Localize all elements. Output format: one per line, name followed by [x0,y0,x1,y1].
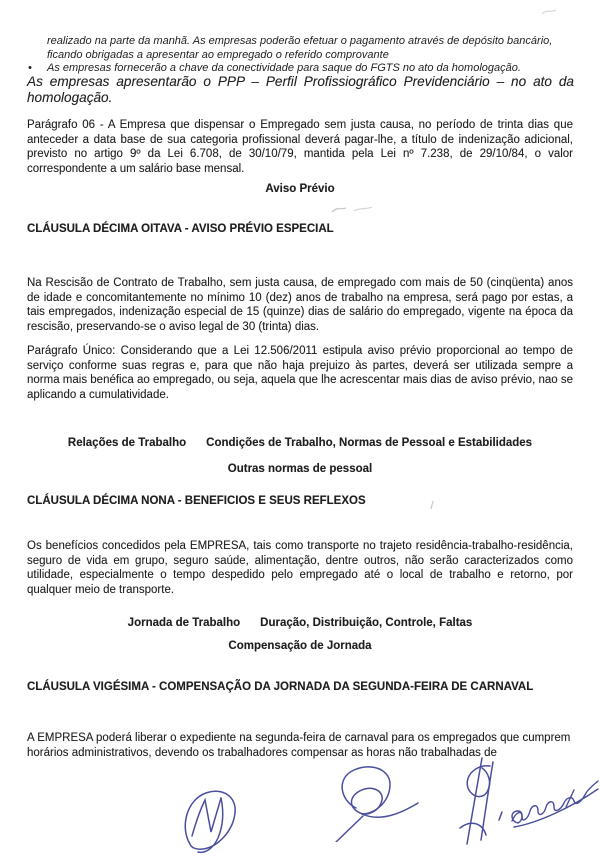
clause-19-body: Os benefícios concedidos pela EMPRESA, tais como transporte no trajeto residência-trabalho-residência, seguro de vida em grupo, seguro saúde, alimentação, dentre outros, não serão caracterizados como utilidade, especialmente o tempo despedido pelo empregado até o local de trabalho e retorno, por qualquer meio de transporte. [27,540,573,596]
section-jornada-right: Duração, Distribuição, Controle, Faltas [260,617,473,629]
clause-18-paragrafo-unico: Parágrafo Único: Considerando que a Lei 12.506/2011 estipula aviso prévio proporcional ao tempo de serviço conforme suas regras e, para que não haja prejuizo às partes, deverá ser utilizada sempre a norma mais benéfica ao empregado, ou seja, aquela que lhe acrescentar mais dias de aviso prévio, nao se aplicando a cumulatividade. [27,345,573,401]
clause-18-body: Na Rescisão de Contrato de Trabalho, sem justa causa, de empregado com mais de 50 (cinqüenta) anos de idade e concomitantemente no mínimo 10 (dez) anos de trabalho na empresa, será pago por estas, a tais empregados, indenização especial de 15 (quinze) dias de salário do empregado, vigente na época da rescisão, preservando-se o aviso legal de 30 (trinta) dias. [27,277,573,333]
section-heading-relacoes [0,436,600,450]
bullet-marker-icon: • [28,62,32,74]
section-relacoes-left: Relações de Trabalho [67,437,187,449]
section-jornada-left: Jornada de Trabalho [127,617,241,629]
scan-smudge-aviso [330,202,374,220]
handwritten-signature-1-icon [178,786,242,856]
scan-smudge-clause-19 [428,499,436,518]
clause-19-title: CLÁUSULA DÉCIMA NONA - BENEFICIOS E SEUS REFLEXOS [27,495,366,507]
scan-smudge-top [540,4,558,22]
clause-20-body: A EMPRESA poderá liberar o expediente na segunda-feira de carnaval para os empregados que cumprem horários administrativos, devendo os trabalhadores compensar as horas não trabalhadas de [27,732,571,759]
paragraph-06: Parágrafo 06 - A Empresa que dispensar o Empregado sem justa causa, no período de trinta dias que anteceder a data base de sua categoria profissional deverá pagar-lhe, a título de indenização adicional, previsto no artigo 9º da Lei 6.708, de 30/10/79, mantida pela Lei nº 7.238, de 29/10/84, o valor correspondente a um salário base mensal. [27,119,573,175]
section-heading-compensacao: Compensação de Jornada [228,640,372,652]
handwritten-signature-3-icon [452,756,506,848]
section-heading-aviso-previo: Aviso Prévio [265,183,335,195]
section-relacoes-right: Condições de Trabalho, Normas de Pessoal e Estabilidades [206,437,533,449]
bullet-item-text: As empresas fornecerão a chave da conectividade para saque do FGTS no ato da homologação. [47,62,521,74]
continuation-paragraph: realizado na parte da manhã. As empresas poderão efetuar o pagamento através de depósito bancário, ficando obrigadas a apresentar ao empregado o referido comprovante [47,35,553,61]
clause-18-title: CLÁUSULA DÉCIMA OITAVA - AVISO PRÉVIO ESPECIAL [27,223,334,235]
handwritten-signature-2-icon [322,764,420,842]
clause-20-title: CLÁUSULA VIGÉSIMA - COMPENSAÇÃO DA JORNADA DA SEGUNDA-FEIRA DE CARNAVAL [27,681,534,693]
bullet-list-item [28,61,574,75]
handwritten-signature-4-icon [508,777,600,829]
section-heading-outras-normas: Outras normas de pessoal [227,463,373,475]
ppp-paragraph: As empresas apresentarão o PPP – Perfil Profissiográfico Previdenciário – no ato da homologação. [27,74,574,105]
section-heading-jornada [0,616,600,630]
